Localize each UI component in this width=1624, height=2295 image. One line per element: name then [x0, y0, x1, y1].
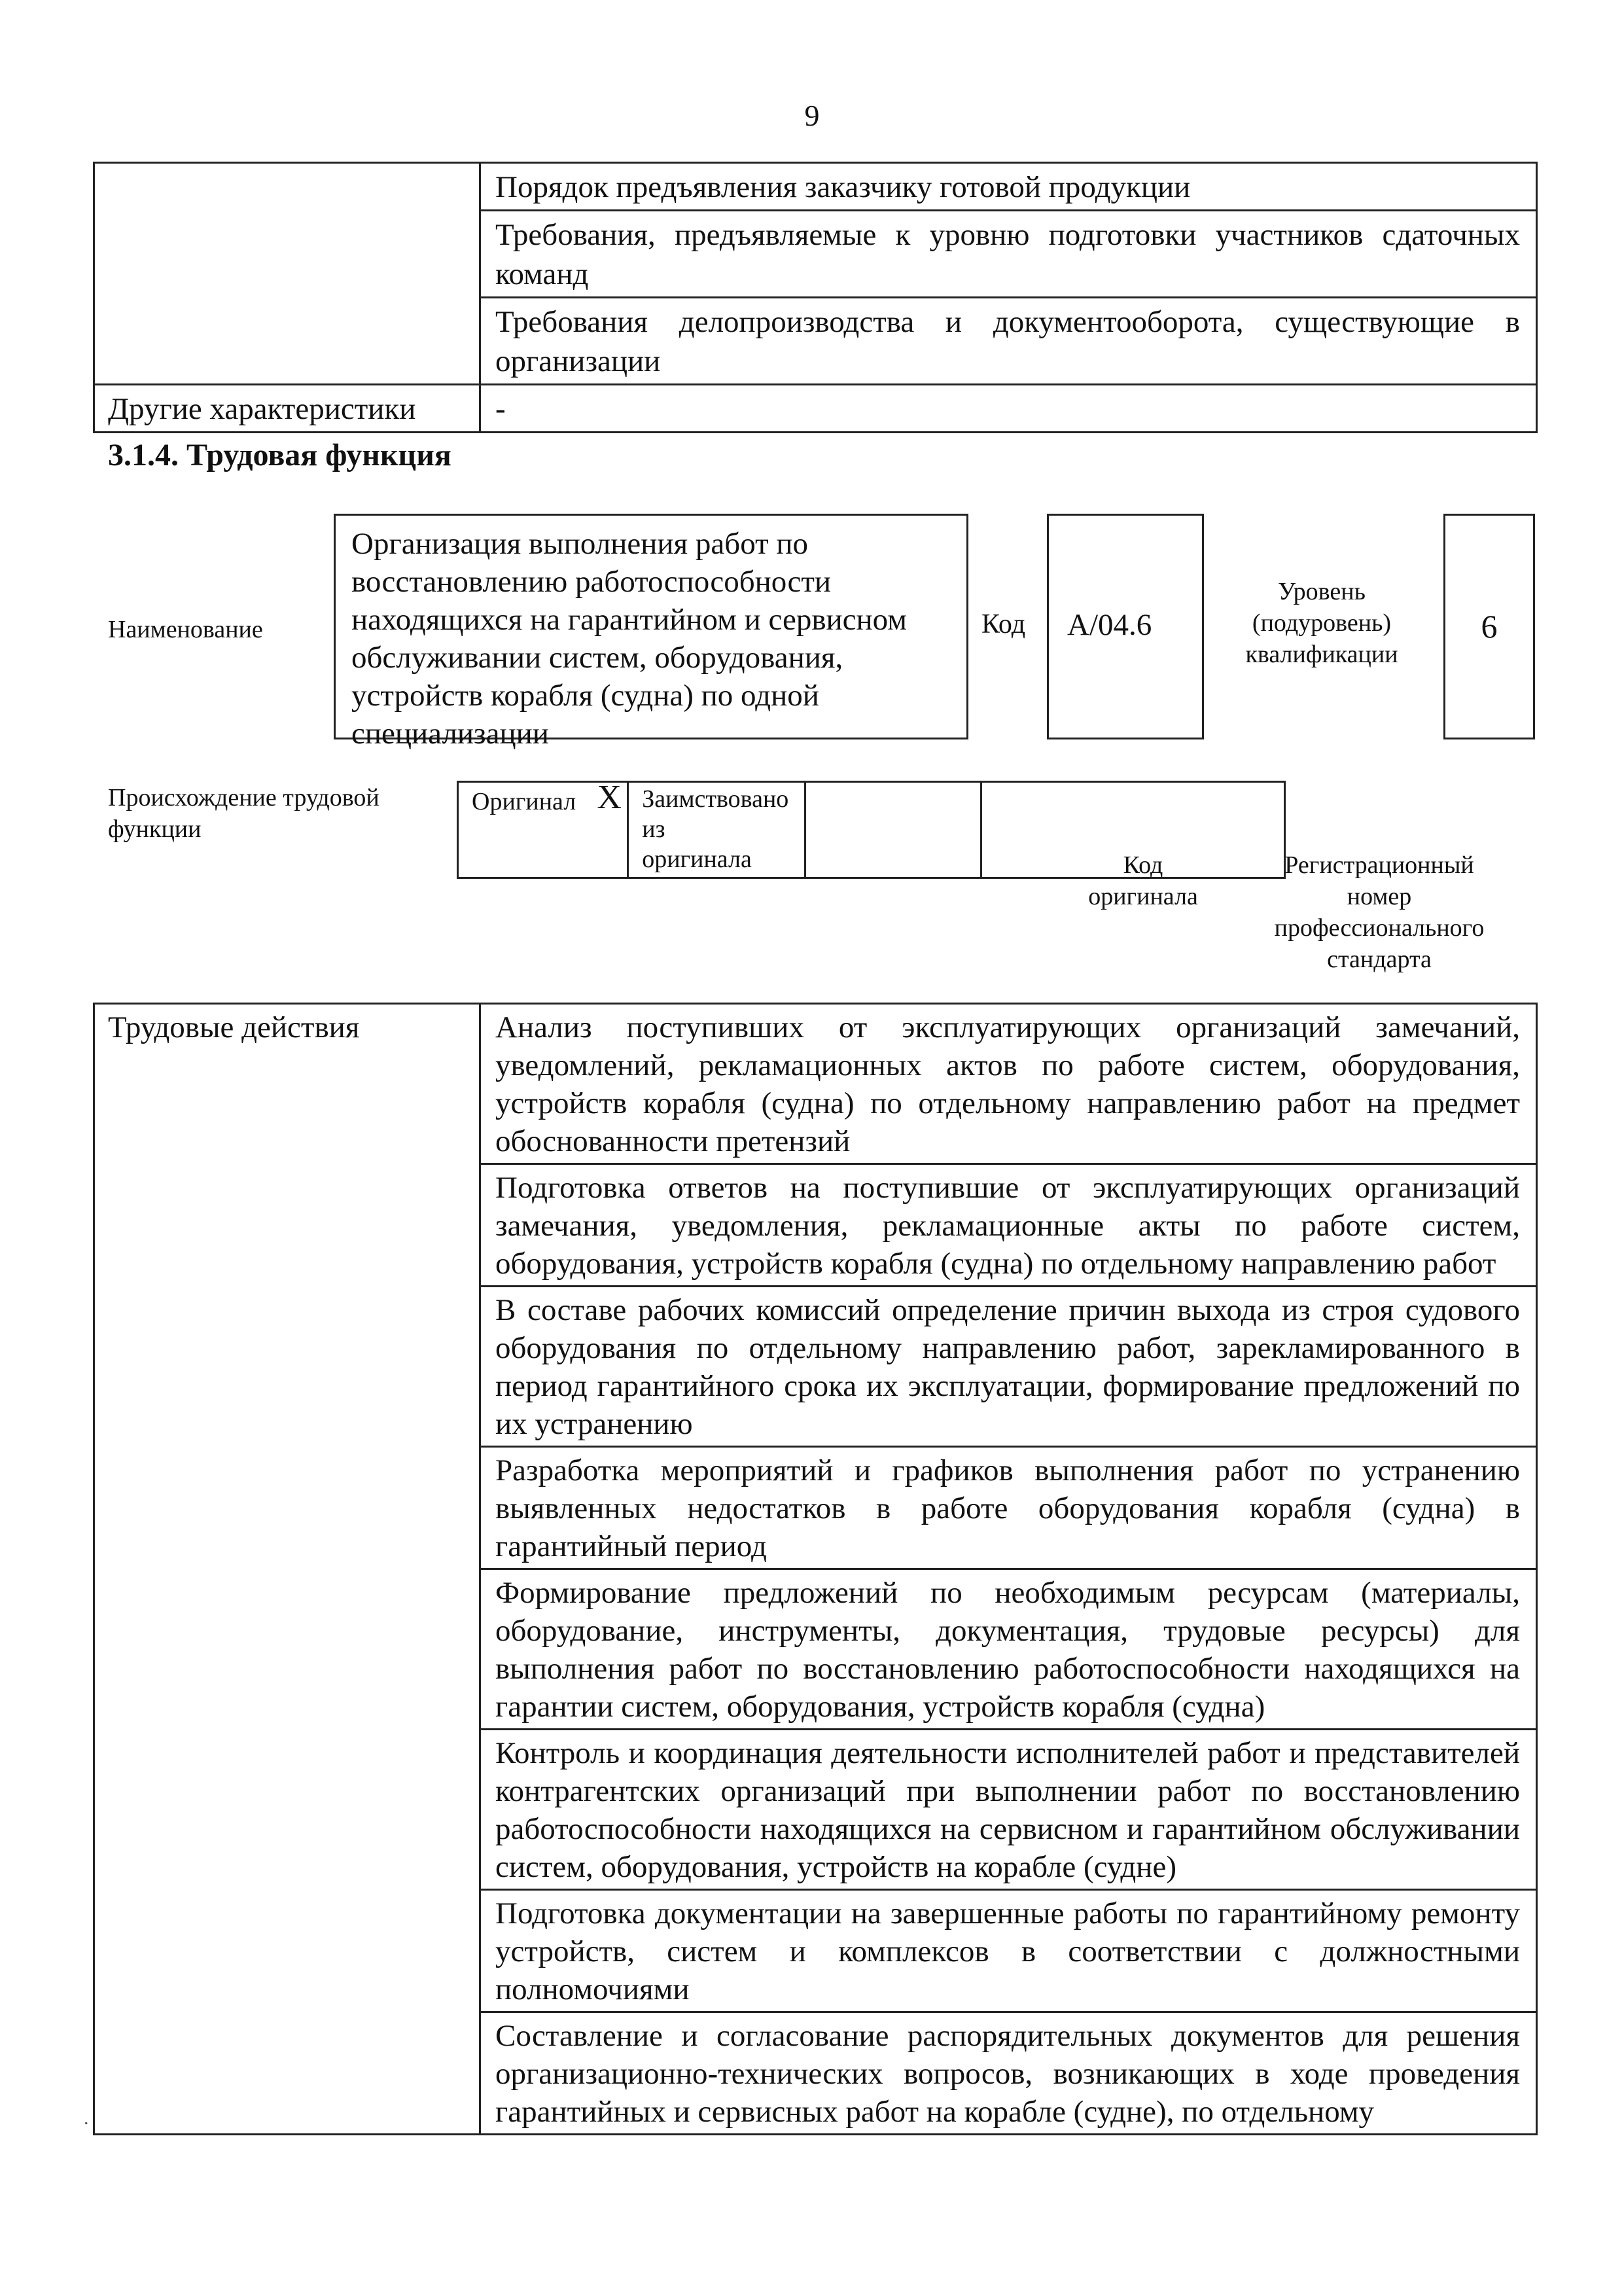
- other-characteristics-label: Другие характеристики: [94, 385, 480, 433]
- level-label-line: квалификации: [1245, 641, 1398, 668]
- caption-line: Код: [1123, 851, 1163, 879]
- table-row: [94, 1004, 1537, 1164]
- function-name-box: [334, 514, 968, 751]
- origin-label: [108, 782, 380, 845]
- knowledge-item: Требования, предъявляемые к уровню подготовки участников сдаточных команд: [480, 211, 1537, 298]
- function-name-line: обслуживании систем, оборудования,: [351, 641, 843, 675]
- caption-line: оригинала: [1088, 883, 1198, 910]
- function-name-line: специализации: [351, 717, 549, 751]
- other-characteristics-value: -: [480, 385, 1537, 433]
- knowledge-item: Требования делопроизводства и документооборота, существующие в организации: [480, 298, 1537, 385]
- knowledge-table-continuation: [93, 162, 1538, 433]
- original-code-caption: [1055, 849, 1231, 912]
- level-label-line: Уровень: [1278, 578, 1366, 605]
- table-row: [94, 163, 1537, 211]
- function-name-line: устройств корабля (судна) по одной: [351, 679, 819, 713]
- margin-mark: .: [84, 2107, 89, 2129]
- labor-actions-table: [93, 1003, 1538, 2135]
- labor-action-item: Подготовка документации на завершенные работы по гарантийному ремонту устройств, систем и комплексов в соответствии с должностными полномочиями: [480, 1890, 1537, 2012]
- labor-action-item: Контроль и координация деятельности исполнителей работ и представителей контрагентских организаций при выполнении работ по восстановлению работоспособности находящихся на сервисном и гарантийном обслуживании систем, оборудования, устройств на корабле (судне): [480, 1730, 1537, 1890]
- original-code-cell: [805, 782, 981, 878]
- level-label-line: (подуровень): [1252, 609, 1392, 637]
- caption-line: номер: [1347, 883, 1412, 910]
- original-label: Оригинал: [458, 782, 592, 878]
- empty-label-cell: [94, 163, 480, 385]
- section-title: 3.1.4. Трудовая функция: [108, 438, 451, 472]
- borrowed-label-line: оригинала: [642, 845, 752, 873]
- labor-action-item: Анализ поступивших от эксплуатирующих организаций замечаний, уведомлений, рекламационных актов по работе систем, оборудования, устройств корабля (судна) по отдельному направлению работ на предмет обоснованности претензий: [480, 1004, 1537, 1164]
- origin-label-line: Происхождение трудовой: [108, 784, 380, 811]
- labor-action-item: В составе рабочих комиссий определение причин выхода из строя судового оборудования по отдельному направлению работ, зарекламированного в период гарантийного срока их эксплуатации, формирование предложений по их устранению: [480, 1287, 1537, 1447]
- labor-action-item: Формирование предложений по необходимым ресурсам (материалы, оборудование, инструменты, документация, трудовые ресурсы) для выполнения работ по восстановлению работоспособности находящихся на гарантии систем, оборудования, устройств корабля (судна): [480, 1569, 1537, 1730]
- caption-line: профессионального: [1274, 914, 1485, 942]
- qualification-level-value: 6: [1443, 514, 1535, 739]
- borrowed-label-line: Заимствовано из: [642, 785, 789, 843]
- code-value: A/04.6: [1047, 514, 1204, 739]
- page-number: 9: [804, 99, 820, 132]
- registration-number-caption: [1229, 849, 1530, 975]
- labor-actions-label: Трудовые действия: [94, 1004, 480, 2135]
- original-mark: X: [591, 782, 628, 878]
- table-row: [94, 385, 1537, 433]
- origin-label-line: функции: [108, 815, 202, 843]
- caption-line: стандарта: [1327, 946, 1432, 973]
- labor-action-item: Разработка мероприятий и графиков выполнения работ по устранению выявленных недостатков в работе оборудования корабля (судна) в гарантийный период: [480, 1447, 1537, 1569]
- labor-action-item: Подготовка ответов на поступившие от эксплуатирующих организаций замечания, уведомления, рекламационные акты по работе систем, оборудования, устройств корабля (судна) по отдельному направлению работ: [480, 1164, 1537, 1287]
- code-label: Код: [981, 609, 1026, 639]
- function-name-line: Организация выполнения работ по: [351, 527, 809, 561]
- name-label: Наименование: [108, 616, 263, 643]
- knowledge-item: Порядок предъявления заказчику готовой продукции: [480, 163, 1537, 211]
- function-name-line: находящихся на гарантийном и сервисном: [351, 603, 908, 637]
- caption-line: Регистрационный: [1284, 851, 1474, 879]
- qualification-level-label: [1224, 576, 1420, 670]
- function-name-line: восстановлению работоспособности: [351, 565, 832, 599]
- labor-action-item: Составление и согласование распорядительных документов для решения организационно-технических вопросов, возникающих в ходе проведения гарантийных и сервисных работ на корабле (судне), по отдельному: [480, 2012, 1537, 2135]
- borrowed-label: [628, 782, 805, 878]
